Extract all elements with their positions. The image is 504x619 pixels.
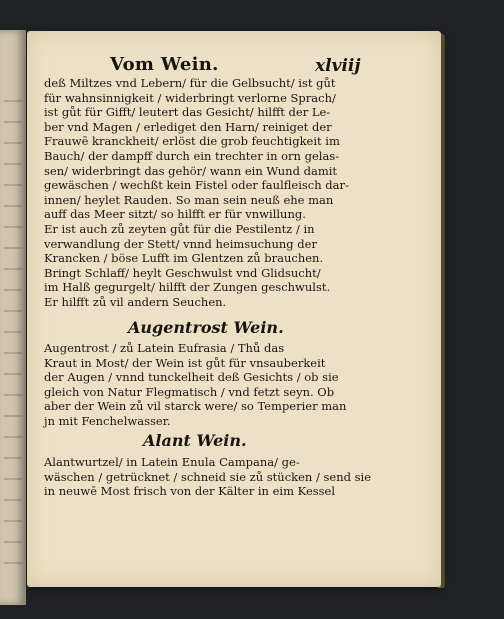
text-line: ber vnd Magen / erlediget den Harn/ reiniget der xyxy=(44,119,332,134)
heading-augentrost: Augentrost Wein. xyxy=(128,318,284,337)
heading-alant: Alant Wein. xyxy=(143,431,247,450)
text-line: innen/ heylet Rauden. So man sein neuß ehe man xyxy=(44,192,334,207)
text-line: im Halß gegurgelt/ hilfft der Zungen geschwulst. xyxy=(44,280,331,295)
running-head: Vom Wein. xyxy=(110,54,219,75)
text-line: aber der Wein zů vil starck were/ so Temperier man xyxy=(44,399,347,414)
text-line: deß Miltzes vnd Lebern/ für die Gelbsucht/ ist gůt xyxy=(44,76,336,90)
text-line: Bringt Schlaff/ heylt Geschwulst vnd Glidsucht/ xyxy=(44,265,321,280)
paragraph-main xyxy=(44,76,349,310)
folio-number: xlviij xyxy=(315,56,361,76)
text-line: Frauwē kranckheit/ erlöst die grob feuchtigkeit im xyxy=(44,134,340,149)
text-line: Er ist auch zů zeyten gůt für die Pestilentz / in xyxy=(44,221,315,236)
text-line: Augentrost / zů Latein Eufrasia / Thů das xyxy=(44,341,285,355)
text-line: Bauch/ der dampff durch ein trechter in orn gelas- xyxy=(44,148,340,163)
text-line: verwandlung der Stett/ vnnd heimsuchung der xyxy=(44,236,317,251)
text-line: für wahnsinnigkeit / widerbringt verlorne Sprach/ xyxy=(44,90,336,105)
text-line: Er hilfft zů vil andern Seuchen. xyxy=(44,294,227,309)
text-line: gewäschen / wechßt kein Fistel oder faulfleisch dar- xyxy=(44,178,349,193)
text-line: sen/ widerbringt das gehör/ wann ein Wund damit xyxy=(44,163,338,178)
text-line: jn mit Fenchelwasser. xyxy=(44,413,171,428)
facing-page-edge xyxy=(0,30,26,605)
text-line: Krancken / böse Lufft im Glentzen zů brauchen. xyxy=(44,251,324,266)
text-line: wäschen / getrücknet / schneid sie zů stücken / send sie xyxy=(44,469,372,484)
facing-page-text-edge xyxy=(4,100,22,580)
text-line: auff das Meer sitzt/ so hilfft er für vnwillung. xyxy=(44,207,306,222)
text-line: Kraut in Most/ der Wein ist gůt für vnsauberkeit xyxy=(44,355,326,370)
text-line: in neuwē Most frisch von der Kälter in eim Kessel xyxy=(44,484,336,499)
text-line: Alantwurtzel/ in Latein Enula Campana/ ge- xyxy=(44,455,300,469)
paragraph-alant xyxy=(44,455,372,499)
paragraph-augentrost xyxy=(44,341,347,429)
text-line: der Augen / vnnd tunckelheit deß Gesichts / ob sie xyxy=(44,370,339,385)
text-line: gleich von Natur Flegmatisch / vnd fetzt seyn. Ob xyxy=(44,384,335,399)
text-line: ist gůt für Gifft/ leutert das Gesicht/ hilfft der Le- xyxy=(44,105,331,120)
